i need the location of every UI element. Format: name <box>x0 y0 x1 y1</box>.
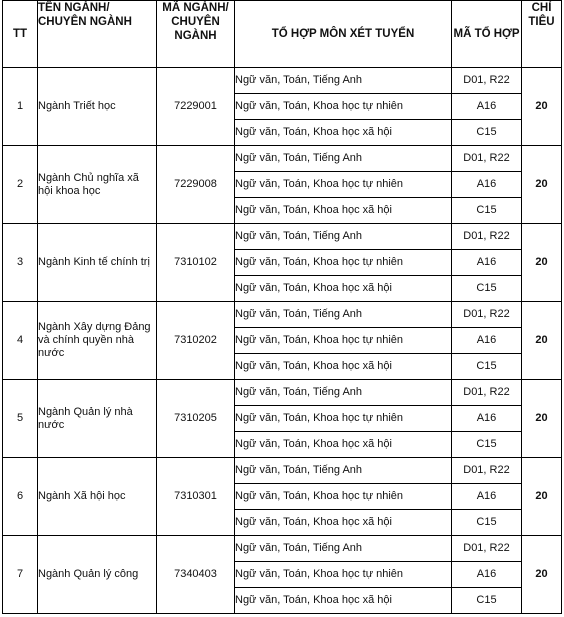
subject-combination: Ngữ văn, Toán, Tiếng Anh <box>235 68 452 94</box>
table-body <box>3 68 562 614</box>
row-number: 3 <box>3 224 38 302</box>
combination-code: A16 <box>452 406 522 432</box>
major-code: 7310205 <box>157 380 235 458</box>
subject-combination: Ngữ văn, Toán, Khoa học tự nhiên <box>235 484 452 510</box>
header-major-code: MÃ NGÀNH/ CHUYÊN NGÀNH <box>157 1 235 68</box>
subject-combination: Ngữ văn, Toán, Khoa học tự nhiên <box>235 328 452 354</box>
quota-value: 20 <box>522 536 562 614</box>
major-name: Ngành Kinh tế chính trị <box>38 224 157 302</box>
combination-code: C15 <box>452 588 522 614</box>
combination-code: A16 <box>452 328 522 354</box>
combination-code: D01, R22 <box>452 224 522 250</box>
subject-combination: Ngữ văn, Toán, Tiếng Anh <box>235 380 452 406</box>
subject-combination: Ngữ văn, Toán, Khoa học xã hội <box>235 510 452 536</box>
combination-code: C15 <box>452 120 522 146</box>
combination-code: C15 <box>452 432 522 458</box>
combination-code: A16 <box>452 172 522 198</box>
combination-code: D01, R22 <box>452 302 522 328</box>
subject-combination: Ngữ văn, Toán, Tiếng Anh <box>235 224 452 250</box>
combination-code: D01, R22 <box>452 458 522 484</box>
row-number: 4 <box>3 302 38 380</box>
row-number: 7 <box>3 536 38 614</box>
major-name: Ngành Chủ nghĩa xã hội khoa học <box>38 146 157 224</box>
combination-code: D01, R22 <box>452 146 522 172</box>
table-header <box>3 1 562 68</box>
subject-combination: Ngữ văn, Toán, Khoa học xã hội <box>235 354 452 380</box>
major-code: 7229001 <box>157 68 235 146</box>
subject-combination: Ngữ văn, Toán, Khoa học tự nhiên <box>235 250 452 276</box>
subject-combination: Ngữ văn, Toán, Khoa học xã hội <box>235 120 452 146</box>
header-tt: TT <box>3 1 38 68</box>
table-row <box>3 380 562 406</box>
major-name: Ngành Xây dựng Đảng và chính quyền nhà nước <box>38 302 157 380</box>
table-row <box>3 146 562 172</box>
header-major-name: TÊN NGÀNH/ CHUYÊN NGÀNH <box>38 1 157 68</box>
combination-code: A16 <box>452 484 522 510</box>
header-quota: CHỈ TIÊU <box>522 1 562 68</box>
subject-combination: Ngữ văn, Toán, Tiếng Anh <box>235 146 452 172</box>
major-code: 7310202 <box>157 302 235 380</box>
subject-combination: Ngữ văn, Toán, Tiếng Anh <box>235 536 452 562</box>
subject-combination: Ngữ văn, Toán, Khoa học xã hội <box>235 432 452 458</box>
major-code: 7310301 <box>157 458 235 536</box>
major-name: Ngành Triết học <box>38 68 157 146</box>
header-row <box>3 1 562 68</box>
subject-combination: Ngữ văn, Toán, Tiếng Anh <box>235 458 452 484</box>
row-number: 5 <box>3 380 38 458</box>
table-row <box>3 302 562 328</box>
combination-code: C15 <box>452 510 522 536</box>
row-number: 2 <box>3 146 38 224</box>
quota-value: 20 <box>522 380 562 458</box>
header-subject-combination: TỔ HỢP MÔN XÉT TUYỂN <box>235 1 452 68</box>
combination-code: C15 <box>452 276 522 302</box>
major-code: 7340403 <box>157 536 235 614</box>
major-name: Ngành Quản lý công <box>38 536 157 614</box>
quota-value: 20 <box>522 224 562 302</box>
subject-combination: Ngữ văn, Toán, Khoa học tự nhiên <box>235 406 452 432</box>
major-name: Ngành Xã hội học <box>38 458 157 536</box>
combination-code: A16 <box>452 562 522 588</box>
combination-code: D01, R22 <box>452 536 522 562</box>
table-row <box>3 68 562 94</box>
combination-code: C15 <box>452 198 522 224</box>
table-row <box>3 536 562 562</box>
major-code: 7229008 <box>157 146 235 224</box>
table-row <box>3 458 562 484</box>
header-combination-code: MÃ TỔ HỢP <box>452 1 522 68</box>
major-name: Ngành Quản lý nhà nước <box>38 380 157 458</box>
subject-combination: Ngữ văn, Toán, Khoa học xã hội <box>235 198 452 224</box>
major-code: 7310102 <box>157 224 235 302</box>
combination-code: A16 <box>452 250 522 276</box>
quota-value: 20 <box>522 146 562 224</box>
combination-code: C15 <box>452 354 522 380</box>
subject-combination: Ngữ văn, Toán, Khoa học tự nhiên <box>235 562 452 588</box>
subject-combination: Ngữ văn, Toán, Khoa học tự nhiên <box>235 94 452 120</box>
admissions-table <box>2 0 562 614</box>
row-number: 6 <box>3 458 38 536</box>
combination-code: D01, R22 <box>452 380 522 406</box>
table-row <box>3 224 562 250</box>
quota-value: 20 <box>522 458 562 536</box>
subject-combination: Ngữ văn, Toán, Khoa học tự nhiên <box>235 172 452 198</box>
subject-combination: Ngữ văn, Toán, Tiếng Anh <box>235 302 452 328</box>
row-number: 1 <box>3 68 38 146</box>
combination-code: D01, R22 <box>452 68 522 94</box>
subject-combination: Ngữ văn, Toán, Khoa học xã hội <box>235 276 452 302</box>
subject-combination: Ngữ văn, Toán, Khoa học xã hội <box>235 588 452 614</box>
quota-value: 20 <box>522 302 562 380</box>
combination-code: A16 <box>452 94 522 120</box>
quota-value: 20 <box>522 68 562 146</box>
